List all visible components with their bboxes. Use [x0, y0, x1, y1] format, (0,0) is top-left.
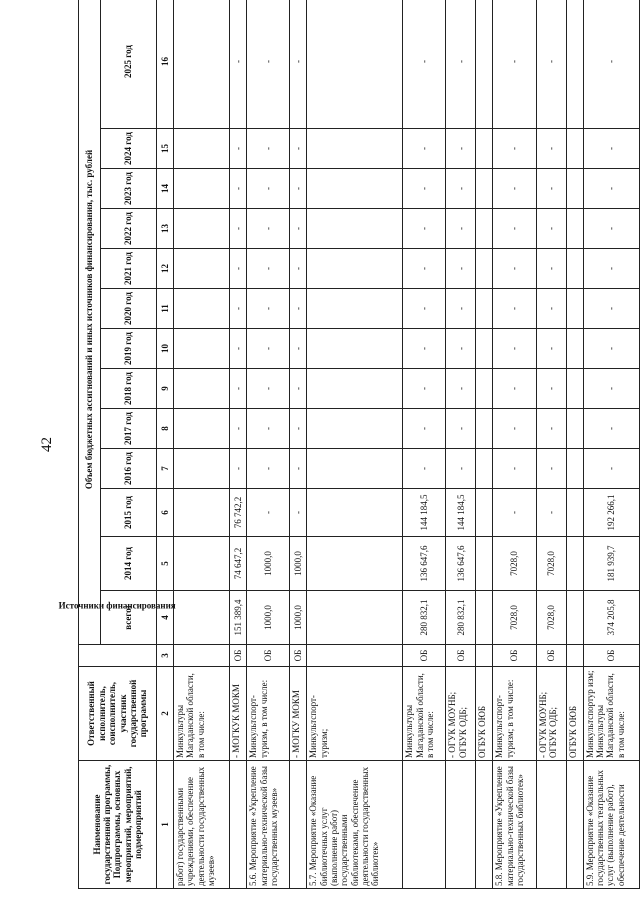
row-name: 5.6. Мероприятие «Укрепление материально-технической базы государственных музеев»	[247, 761, 290, 889]
row-value	[307, 249, 403, 289]
row-value: -	[536, 409, 566, 449]
row-value	[174, 591, 230, 645]
row-source: ОБ	[290, 645, 307, 667]
column-index: 14	[157, 169, 174, 209]
row-value: -	[403, 289, 446, 329]
row-value	[566, 249, 583, 289]
row-source: ОБ	[446, 645, 476, 667]
row-value: 136 647,6	[446, 537, 476, 591]
row-value: -	[446, 209, 476, 249]
row-value	[307, 449, 403, 489]
row-value: -	[230, 369, 247, 409]
row-value: -	[247, 409, 290, 449]
row-value: 280 832,1	[446, 591, 476, 645]
row-value: -	[536, 249, 566, 289]
table-row	[403, 0, 446, 889]
row-responsible: Минкультуры Магаданской области, в том числе:	[174, 667, 230, 761]
row-name	[566, 761, 583, 889]
row-value	[566, 409, 583, 449]
row-responsible: - МОГКУ МОКМ	[290, 667, 307, 761]
row-value: 1000,0	[247, 591, 290, 645]
budget-table-rotated	[59, 15, 640, 889]
row-value: -	[493, 409, 536, 449]
header-year: 2023 год	[101, 169, 157, 209]
header-year: 2020 год	[101, 289, 157, 329]
column-index: 4	[157, 591, 174, 645]
row-value	[174, 409, 230, 449]
row-source: ОБ	[583, 645, 639, 667]
row-value	[566, 0, 583, 129]
row-value: -	[247, 289, 290, 329]
row-value: -	[583, 289, 639, 329]
header-source: Источники финансирования	[79, 645, 157, 667]
row-value: -	[493, 329, 536, 369]
row-value: -	[446, 169, 476, 209]
table-row	[290, 0, 307, 889]
row-value: -	[247, 449, 290, 489]
row-value	[307, 289, 403, 329]
page-number: 42	[39, 437, 55, 452]
row-value: -	[403, 449, 446, 489]
row-source	[566, 645, 583, 667]
table-row	[230, 0, 247, 889]
row-value	[566, 169, 583, 209]
row-responsible: ОГБУК ОЮБ	[566, 667, 583, 761]
row-value: -	[583, 209, 639, 249]
row-value: -	[493, 169, 536, 209]
table-row	[476, 0, 493, 889]
row-value	[307, 489, 403, 537]
budget-table	[59, 0, 640, 889]
row-value: -	[493, 209, 536, 249]
row-value: 192 266,1	[583, 489, 639, 537]
row-value	[174, 369, 230, 409]
row-value	[476, 369, 493, 409]
row-name: работ) государственными учреждениями, обеспечение деятельности государственных музеев»	[174, 761, 230, 889]
row-value: 144 184,5	[446, 489, 476, 537]
row-value	[566, 369, 583, 409]
row-value: -	[290, 0, 307, 129]
header-year: 2022 год	[101, 209, 157, 249]
row-value: -	[446, 0, 476, 129]
column-index: 15	[157, 129, 174, 169]
row-value	[566, 329, 583, 369]
row-value: -	[536, 449, 566, 489]
row-value	[174, 209, 230, 249]
row-source: ОБ	[230, 645, 247, 667]
row-value	[476, 209, 493, 249]
header-year: 2016 год	[101, 449, 157, 489]
row-value: -	[583, 169, 639, 209]
row-value: -	[446, 369, 476, 409]
header-year: 2021 год	[101, 249, 157, 289]
row-value	[174, 489, 230, 537]
row-value: -	[493, 249, 536, 289]
row-source	[307, 645, 403, 667]
column-index: 10	[157, 329, 174, 369]
row-value: -	[290, 249, 307, 289]
row-value: -	[230, 169, 247, 209]
row-value	[307, 0, 403, 129]
row-value: -	[230, 209, 247, 249]
column-index: 1	[157, 761, 174, 889]
row-value	[476, 289, 493, 329]
header-year: 2019 год	[101, 329, 157, 369]
header-year: 2025 год	[101, 0, 157, 129]
row-value: -	[290, 369, 307, 409]
row-value: -	[446, 129, 476, 169]
row-value	[174, 169, 230, 209]
row-value	[174, 249, 230, 289]
row-value	[476, 249, 493, 289]
header-year: 2017 год	[101, 409, 157, 449]
row-responsible: Минкультспорт-туризм, в том числе:	[247, 667, 290, 761]
column-index: 2	[157, 667, 174, 761]
row-value: -	[403, 249, 446, 289]
row-source: ОБ	[493, 645, 536, 667]
row-value	[174, 537, 230, 591]
table-row	[446, 0, 476, 889]
header-volume: Объем бюджетных ассигнований и иных источников финансирования, тыс. рублей	[79, 0, 101, 645]
column-index: 3	[157, 645, 174, 667]
row-value: -	[446, 249, 476, 289]
row-source	[476, 645, 493, 667]
row-value	[566, 591, 583, 645]
row-name	[536, 761, 566, 889]
row-value: -	[230, 289, 247, 329]
row-name	[290, 761, 307, 889]
row-value: -	[230, 329, 247, 369]
row-responsible: Минкультспортур изм; Минкультуры Магаданской области, в том числе:	[583, 667, 639, 761]
row-value: -	[290, 329, 307, 369]
row-value: -	[446, 329, 476, 369]
row-name	[403, 761, 446, 889]
row-name: 5.7. Мероприятие «Оказание библиотечных услуг (выполнение работ) государственными библиотеками, обеспечение деятельности государственных библиотек»	[307, 761, 403, 889]
row-value: 76 742,2	[230, 489, 247, 537]
column-index: 13	[157, 209, 174, 249]
row-value: -	[230, 249, 247, 289]
row-responsible: - ОГУК МОУНБ; ОГБУК ОДБ;	[536, 667, 566, 761]
row-value: -	[247, 329, 290, 369]
row-value: 1000,0	[290, 537, 307, 591]
row-value: -	[290, 489, 307, 537]
row-value: 1000,0	[290, 591, 307, 645]
row-value	[174, 0, 230, 129]
row-value	[307, 369, 403, 409]
row-name: 5.8. Мероприятие «Укрепление материально-технической базы государственных библиотек»	[493, 761, 536, 889]
table-row	[174, 0, 230, 889]
row-responsible: - МОГКУК МОКМ	[230, 667, 247, 761]
row-value: -	[290, 169, 307, 209]
row-value: 7028,0	[536, 591, 566, 645]
row-value: -	[493, 0, 536, 129]
row-value: 144 184,5	[403, 489, 446, 537]
row-value: -	[230, 0, 247, 129]
row-value: 1000,0	[247, 537, 290, 591]
row-value: -	[536, 209, 566, 249]
header-year: 2014 год	[101, 537, 157, 591]
row-value	[307, 329, 403, 369]
row-value: -	[536, 0, 566, 129]
row-name	[230, 761, 247, 889]
row-value: -	[493, 369, 536, 409]
row-value: -	[290, 129, 307, 169]
row-value: -	[536, 489, 566, 537]
row-value: -	[247, 169, 290, 209]
row-value: -	[583, 249, 639, 289]
row-value: 7028,0	[493, 537, 536, 591]
row-value: -	[403, 129, 446, 169]
row-value: 181 939,7	[583, 537, 639, 591]
row-value	[476, 329, 493, 369]
header-year: 2018 год	[101, 369, 157, 409]
column-index: 16	[157, 0, 174, 129]
row-value: -	[583, 409, 639, 449]
row-value	[476, 129, 493, 169]
table-row	[536, 0, 566, 889]
row-responsible: Минкультуры Магаданской области, в том числе:	[403, 667, 446, 761]
column-index: 7	[157, 449, 174, 489]
row-value: -	[583, 369, 639, 409]
table-row	[583, 0, 639, 889]
row-value	[174, 329, 230, 369]
row-responsible: Минкультспорт-туризм; в том числе:	[493, 667, 536, 761]
row-source: ОБ	[536, 645, 566, 667]
table-row	[307, 0, 403, 889]
row-value: -	[403, 369, 446, 409]
column-index: 9	[157, 369, 174, 409]
row-value: -	[230, 409, 247, 449]
header-responsible: Ответственный исполнитель, соисполнитель, участник государственной программы	[79, 667, 157, 761]
row-value: 151 389,4	[230, 591, 247, 645]
row-value: 74 647,2	[230, 537, 247, 591]
column-index: 11	[157, 289, 174, 329]
row-value: -	[536, 129, 566, 169]
row-value	[476, 169, 493, 209]
row-value	[307, 129, 403, 169]
row-value	[566, 489, 583, 537]
column-index: 5	[157, 537, 174, 591]
row-source: ОБ	[403, 645, 446, 667]
row-value: -	[493, 129, 536, 169]
column-index: 8	[157, 409, 174, 449]
row-value: -	[247, 369, 290, 409]
column-index: 6	[157, 489, 174, 537]
row-value	[476, 409, 493, 449]
row-value: -	[403, 0, 446, 129]
row-value: -	[536, 329, 566, 369]
row-value: 136 647,6	[403, 537, 446, 591]
row-value	[307, 169, 403, 209]
row-value: -	[247, 0, 290, 129]
header-name: Наименование государственной программы, Подпрограммы, основных мероприятий, мероприятий, подмероприятий	[79, 761, 157, 889]
column-index: 12	[157, 249, 174, 289]
row-value	[476, 449, 493, 489]
row-responsible: - ОГУК МОУНБ; ОГБУК ОДБ;	[446, 667, 476, 761]
row-name: 5.9. Мероприятие «Оказание государственных театральных услуг (выполнение работ), обеспечение деятельности	[583, 761, 639, 889]
row-value: -	[290, 209, 307, 249]
row-value: -	[230, 129, 247, 169]
row-value	[174, 449, 230, 489]
row-value	[476, 0, 493, 129]
row-value: -	[583, 449, 639, 489]
table-row	[247, 0, 290, 889]
row-value: -	[230, 449, 247, 489]
row-value: -	[583, 329, 639, 369]
row-value	[307, 591, 403, 645]
row-value: -	[403, 409, 446, 449]
row-value: -	[247, 129, 290, 169]
row-value: -	[403, 169, 446, 209]
row-value	[566, 537, 583, 591]
row-value: -	[493, 289, 536, 329]
row-value: -	[446, 449, 476, 489]
row-value	[476, 591, 493, 645]
row-value	[566, 449, 583, 489]
row-value: -	[247, 249, 290, 289]
header-year: всего:	[101, 591, 157, 645]
row-value	[307, 209, 403, 249]
row-value	[566, 209, 583, 249]
row-source: ОБ	[247, 645, 290, 667]
row-source	[174, 645, 230, 667]
row-value: -	[536, 369, 566, 409]
row-value: -	[247, 489, 290, 537]
row-value	[307, 409, 403, 449]
row-value: 374 205,8	[583, 591, 639, 645]
table-row	[493, 0, 536, 889]
row-value: -	[493, 489, 536, 537]
row-value: -	[446, 289, 476, 329]
row-name	[476, 761, 493, 889]
row-value	[566, 289, 583, 329]
row-value: -	[583, 0, 639, 129]
header-year: 2024 год	[101, 129, 157, 169]
row-value: 7028,0	[536, 537, 566, 591]
row-value	[307, 537, 403, 591]
row-value	[174, 289, 230, 329]
row-value: -	[446, 409, 476, 449]
row-value: 7028,0	[493, 591, 536, 645]
row-value: 280 832,1	[403, 591, 446, 645]
row-value	[566, 129, 583, 169]
table-row	[566, 0, 583, 889]
row-responsible: ОГБУК ОЮБ	[476, 667, 493, 761]
row-value: -	[290, 289, 307, 329]
header-year: 2015 год	[101, 489, 157, 537]
row-value: -	[493, 449, 536, 489]
row-value	[174, 129, 230, 169]
row-value: -	[536, 289, 566, 329]
row-responsible: Минкультспорт-туризм;	[307, 667, 403, 761]
row-value: -	[536, 169, 566, 209]
row-value: -	[583, 129, 639, 169]
row-value: -	[403, 209, 446, 249]
row-value	[476, 489, 493, 537]
row-value: -	[290, 449, 307, 489]
row-value: -	[247, 209, 290, 249]
row-value: -	[403, 329, 446, 369]
row-value: -	[290, 409, 307, 449]
row-value	[476, 537, 493, 591]
row-name	[446, 761, 476, 889]
